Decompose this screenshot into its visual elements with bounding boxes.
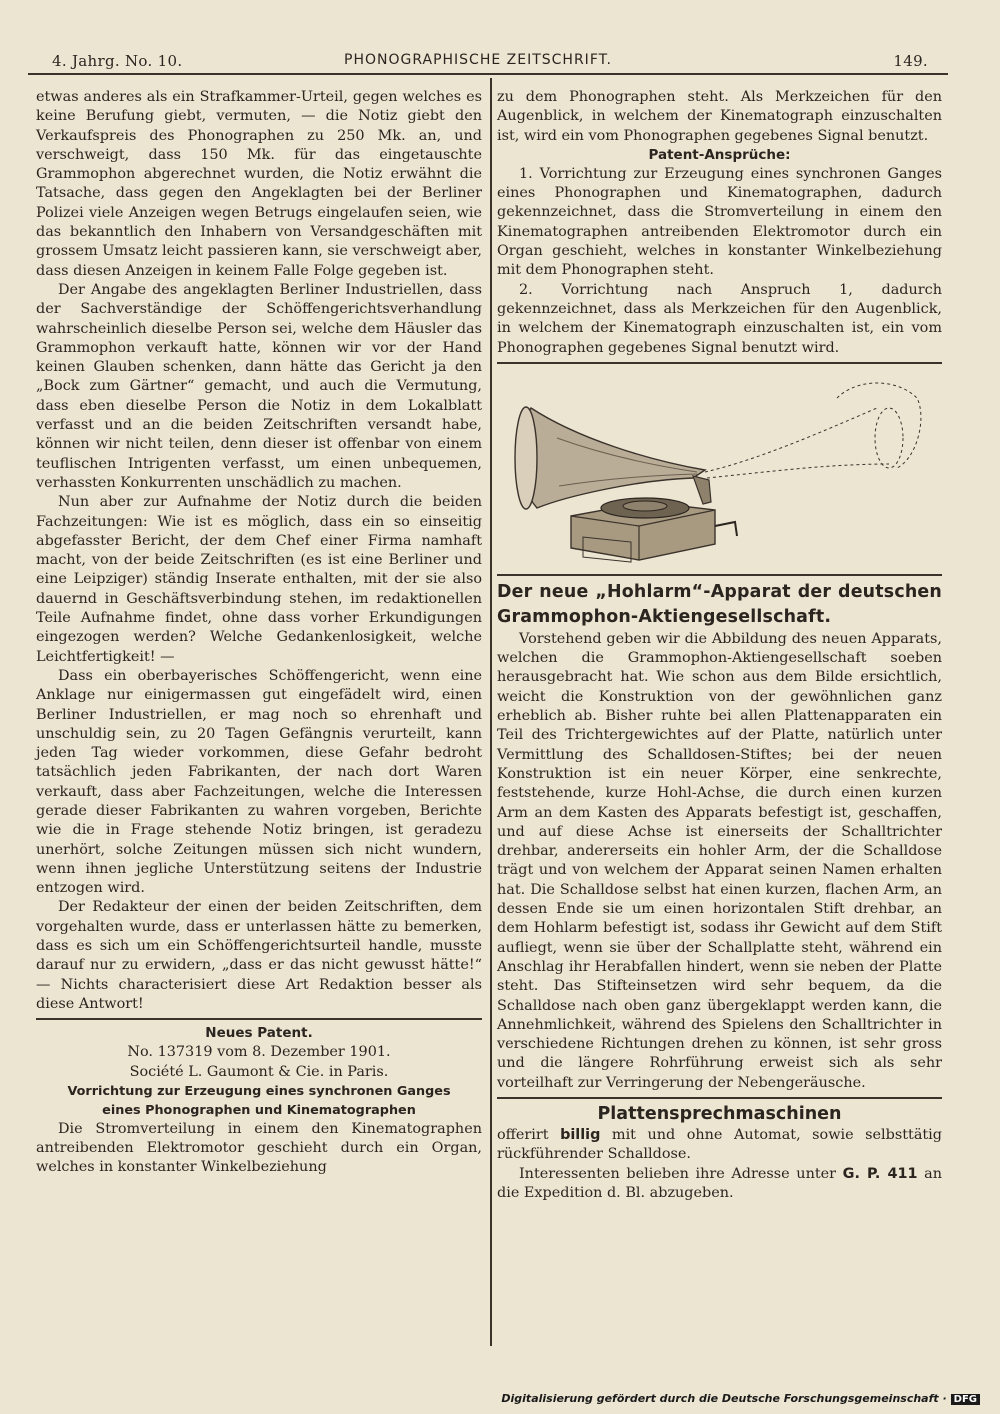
digitization-credit — [501, 1392, 980, 1405]
paragraph: Der Angabe des angeklagten Berliner Industriellen, dass der Sachverständige der Schöffengerichtsverhandlung wahrscheinlich dieselbe Person sei, welche dem Häusler das Grammophon verkauft hatte, können wir vor der Hand keinen Glauben schenken, dann hätte das Gericht ja den „Bock zum Gärtner“ gemacht, und auch die Vermutung, dass eben dieselbe Person die Notiz in dem Lokalblatt verfasst und an die beiden Zeitschriften versandt habe, können wir nicht teilen, denn dieser ist offenbar von einem teuflischen Intrigenten verfasst, um einen unbequemen, verhassten Konkurrenten unschädlich zu machen. — [36, 281, 482, 491]
section-rule — [497, 362, 942, 364]
dfg-logo: DFG — [951, 1394, 980, 1405]
advert-text: offerirt — [497, 1126, 561, 1143]
journal-title: PHONOGRAPHISCHE ZEITSCHRIFT. — [344, 52, 612, 68]
section-rule — [497, 574, 942, 576]
credit-text: Digitalisierung gefördert durch die Deutsche Forschungsgemeinschaft · — [501, 1392, 947, 1405]
advert-line-1 — [497, 1126, 942, 1165]
dotted-horn-outline — [707, 464, 889, 478]
paragraph: Dass ein oberbayerisches Schöffengericht, wenn eine Anklage nur einigermassen gut eingefädelt wird, einen Berliner Industriellen, er mag noch so ehrenhaft und unschuldig sein, zu 20 Tagen Gefängnis verurteilt, kann jeden Tag wieder vorkommen, diese Gefahr bedroht tatsächlich jeden Fabrikanten, der nach dort Waren verkauft, dass aber Fachzeitungen, welche die Interessen gerade dieser Fabrikanten zu wahren vorgeben, Berichte wie die in Frage stehende Notiz bringen, ist geradezu unerhört, solche Zeitungen müssen sich nicht wundern, wenn ihnen jegliche Unterstützung seitens der Industrie entzogen wird. — [36, 667, 482, 897]
paragraph: Nun aber zur Aufnahme der Notiz durch die beiden Fachzeitungen: Wie ist es möglich, dass ein so einseitig abgefasster Bericht, der dem Chef einer Firma namhaft macht, von der beide Zeitschriften (es ist eine Berliner und eine Leipziger) ständig Inserate enthalten, mit der sie also dauernd in Geschäftsverbindung stehen, im redaktionellen Teile Aufnahme findet, ohne dass vorher Erkundigungen eingezogen werden? Welche Gedankenlosigkeit, welche Leichtfertigkeit! — — [36, 494, 482, 665]
patent-title-line-1: Vorrichtung zur Erzeugung eines synchronen Ganges — [67, 1083, 451, 1099]
claim-item: 2. Vorrichtung nach Anspruch 1, dadurch gekennzeichnet, dass als Merkzeichen für den Augenblick, in welchem der Kinematograph einzuschalten ist, ein vom Phonographen gegebenes Signal benutzt wird. — [497, 281, 942, 356]
gramophone-illustration — [497, 368, 942, 568]
section-rule — [36, 1018, 482, 1020]
claim-item: 1. Vorrichtung zur Erzeugung eines synchronen Ganges eines Phonographen und Kinematographen, dadurch gekennzeichnet, dass die Stromverteilung in einem den Kinematographen antreibenden Elektromotor durch ein Organ geschieht, welches in konstanter Winkelbeziehung mit dem Phonographen steht. — [497, 165, 942, 279]
claims-heading: Patent-Ansprüche: — [648, 146, 791, 163]
dotted-horn-outline — [705, 408, 877, 472]
dotted-horn-outline — [837, 383, 921, 468]
gramophone-drawing — [497, 368, 942, 568]
patent-continued: zu dem Phonographen steht. Als Merkzeichen für den Augenblick, in welchem der Kinematograph einzuschalten ist, wird ein vom Phonographen gegebenes Signal benutzt. — [497, 89, 942, 144]
patent-heading: Neues Patent. — [205, 1025, 313, 1042]
patent-number: No. 137319 vom 8. Dezember 1901. — [127, 1044, 391, 1061]
horn-shape — [520, 408, 705, 508]
right-column — [497, 88, 942, 1203]
header-rule — [28, 73, 948, 75]
advert-text: Interessenten belieben ihre Adresse unter — [519, 1165, 843, 1182]
advert-code: G. P. 411 — [842, 1165, 918, 1182]
advert-heading: Plattensprechmaschinen — [597, 1103, 842, 1124]
section-rule — [497, 1097, 942, 1099]
patent-company: Société L. Gaumont & Cie. in Paris. — [129, 1063, 389, 1080]
column-divider — [490, 78, 492, 1346]
horn-mouth — [515, 407, 537, 509]
crank-handle — [715, 522, 737, 536]
advert-text: mit und ohne Automat, sowie selbsttätig rückführender Schalldose. — [497, 1126, 942, 1163]
article-heading: Der neue „Hohlarm“-Apparat der deutschen Grammophon-Aktiengesellschaft. — [497, 581, 942, 627]
advert-text: an die Expedition d. Bl. abzugeben. — [497, 1165, 942, 1201]
record-label — [623, 501, 667, 511]
paragraph: Der Redakteur der einen der beiden Zeitschriften, dem vorgehalten wurde, dass er unterlassen hätte zu bemerken, dass es sich um ein Schöffengerichtsurteil handle, musste darauf nur zu erwidern, „dass er das nicht gewusst hätte!“ — Nichts characterisiert diese Art Redaktion besser als diese Antwort! — [36, 899, 482, 1012]
left-column — [36, 88, 482, 1178]
page-header — [48, 50, 932, 74]
patent-title-line-2: eines Phonographen und Kinematographen — [102, 1102, 416, 1118]
advert-line-2 — [497, 1165, 942, 1204]
paragraph: etwas anderes als ein Strafkammer-Urteil, gegen welches es keine Berufung giebt, vermuten, — die Notiz giebt den Verkaufspreis des Phonographen zu 250 Mk. an, und verschweigt, dass 150 Mk. für das eingetauschte Grammophon abgerechnet wurden, die Notiz erwähnt die Tatsache, dass gegen den Angeklagten bei der Berliner Polizei viele Anzeigen wegen Betrugs eingelaufen seien, wie das bekanntlich den Inhabern von Versandgeschäften mit grossem Umsatz leicht passieren kann, sie verschweigt aber, dass diesen Anzeigen in keinem Falle Folge gegeben ist. — [36, 89, 482, 279]
article-body: Vorstehend geben wir die Abbildung des neuen Apparats, welchen die Grammophon-Aktiengesellschaft soeben herausgebracht hat. Wie schon aus dem Bilde ersichtlich, weicht die Konstruktion von der gewöhnlichen ganz erheblich ab. Bisher ruhte bei allen Plattenapparaten ein Teil des Trichtergewichtes auf der Platte, natürlich unter Vermittlung des Schalldosen-Stiftes; bei der neuen Konstruktion ist ein neuer Körper, eine senkrechte, feststehende, kurze Hohl-Achse, die durch einen kurzen Arm an dem Kasten des Apparats befestigt ist, geschaffen, und auf diese Achse ist einerseits der Schalltrichter drehbar, andererseits ein hohler Arm, der die Schalldose trägt und von welchem der Apparat seinen Namen erhalten hat. Die Schalldose selbst hat einen kurzen, flachen Arm, an dessen Ende sie um einen horizontalen Stift drehbar, an dem Hohlarm befestigt ist, sodass ihr Gewicht auf dem Stift aufliegt, wenn sie über der Schallplatte steht, während ein Anschlag ihr Herabfallen hindert, wenn sie neben der Platte steht. Das Stifteinsetzen wird sehr bequem, da die Schalldose nach oben ganz übergeklappt werden kann, die Annehmlichkeit, während des Spielens den Schalltrichter in verschiedene Richtungen drehen zu können, ist sehr gross und die längere Rohrführung erweist sich als sehr vorteilhaft zur Verringerung der Nebengeräusche. — [497, 630, 942, 1091]
issue-info: 4. Jahrg. No. 10. — [52, 52, 183, 70]
advert-emphasis: billig — [560, 1126, 601, 1143]
patent-body: Die Stromverteilung in einem den Kinematographen antreibenden Elektromotor geschieht durch ein Organ, welches in konstanter Winkelbeziehung — [36, 1120, 482, 1176]
dotted-horn-mouth — [875, 408, 903, 468]
page-number: 149. — [893, 52, 928, 70]
hollow-arm — [693, 476, 711, 504]
